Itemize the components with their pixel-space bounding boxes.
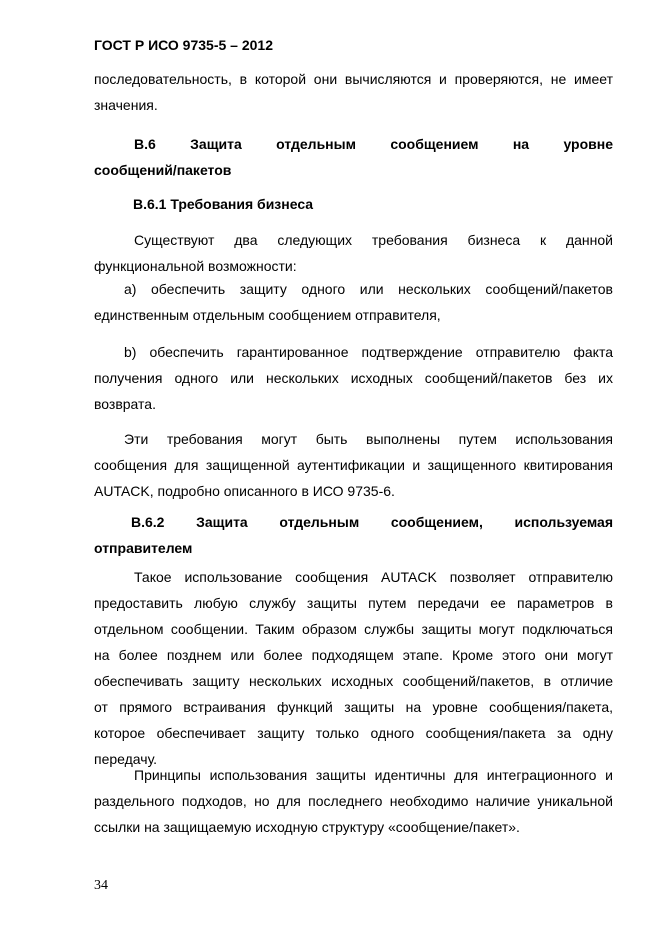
text-line: a) обеспечить защиту одного или нескольких сообщений/пакетов: [124, 281, 613, 297]
section-heading-b61: В.6.1 Требования бизнеса: [133, 196, 314, 212]
paragraph-principles: [94, 762, 613, 840]
text-line: Эти требования могут быть выполнены путем использования: [124, 431, 613, 447]
text-line: возврата.: [94, 396, 156, 412]
page-number: 34: [94, 878, 108, 893]
heading-line: В.6.2 Защита отдельным сообщением, используемая: [131, 514, 613, 530]
list-item-b: [94, 339, 613, 417]
section-heading-b62: [94, 509, 613, 561]
text-line: функциональной возможности:: [94, 258, 297, 274]
text-line: последовательность, в которой они вычисляются и проверяются, не имеет: [94, 71, 613, 87]
text-line: обеспечивать защиту нескольких исходных сообщений/пакетов, в отличие: [94, 673, 613, 689]
text-line: предоставить любую службу защиты путем передачи ее параметров в: [94, 595, 613, 611]
text-line: раздельного подходов, но для последнего необходимо наличие уникальной: [94, 793, 613, 809]
heading-line: отправителем: [94, 540, 193, 556]
paragraph-requirements: [94, 227, 613, 279]
text-line: отдельном сообщении. Таким образом службы защиты могут подключаться: [94, 621, 613, 637]
text-line: Существуют два следующих требования бизнеса к данной: [134, 232, 613, 248]
heading-line: В.6 Защита отдельным сообщением на уровне: [134, 136, 613, 152]
text-line: Такое использование сообщения AUTACK позволяет отправителю: [134, 569, 613, 585]
paragraph-autack-usage: [94, 564, 613, 772]
text-line: Принципы использования защиты идентичны для интеграционного и: [134, 767, 613, 783]
text-line: ссылки на защищаемую исходную структуру «сообщение/пакет».: [94, 819, 520, 835]
list-item-a: [94, 276, 613, 328]
text-line: от прямого встраивания функций защиты на уровне сообщения/пакета,: [94, 699, 613, 715]
intro-paragraph: [94, 66, 613, 118]
text-line: значения.: [94, 97, 158, 113]
text-line: передачу.: [94, 751, 158, 767]
heading-line: сообщений/пакетов: [94, 162, 232, 178]
text-line: которое обеспечивает защиту только одного сообщения/пакета за одну: [94, 725, 613, 741]
text-line: сообщения для защищенной аутентификации и защищенного квитирования: [94, 457, 613, 473]
text-line: единственным отдельным сообщением отправителя,: [94, 307, 441, 323]
paragraph-autack: [94, 426, 613, 504]
section-heading-b6: [94, 131, 613, 183]
document-header: ГОСТ Р ИСО 9735-5 – 2012: [94, 37, 273, 53]
text-line: AUTACK, подробно описанного в ИСО 9735-6.: [94, 483, 395, 499]
text-line: на более позднем или более подходящем этапе. Кроме этого они могут: [94, 647, 613, 663]
text-line: b) обеспечить гарантированное подтверждение отправителю факта: [124, 344, 613, 360]
text-line: получения одного или нескольких исходных сообщений/пакетов без их: [94, 370, 613, 386]
